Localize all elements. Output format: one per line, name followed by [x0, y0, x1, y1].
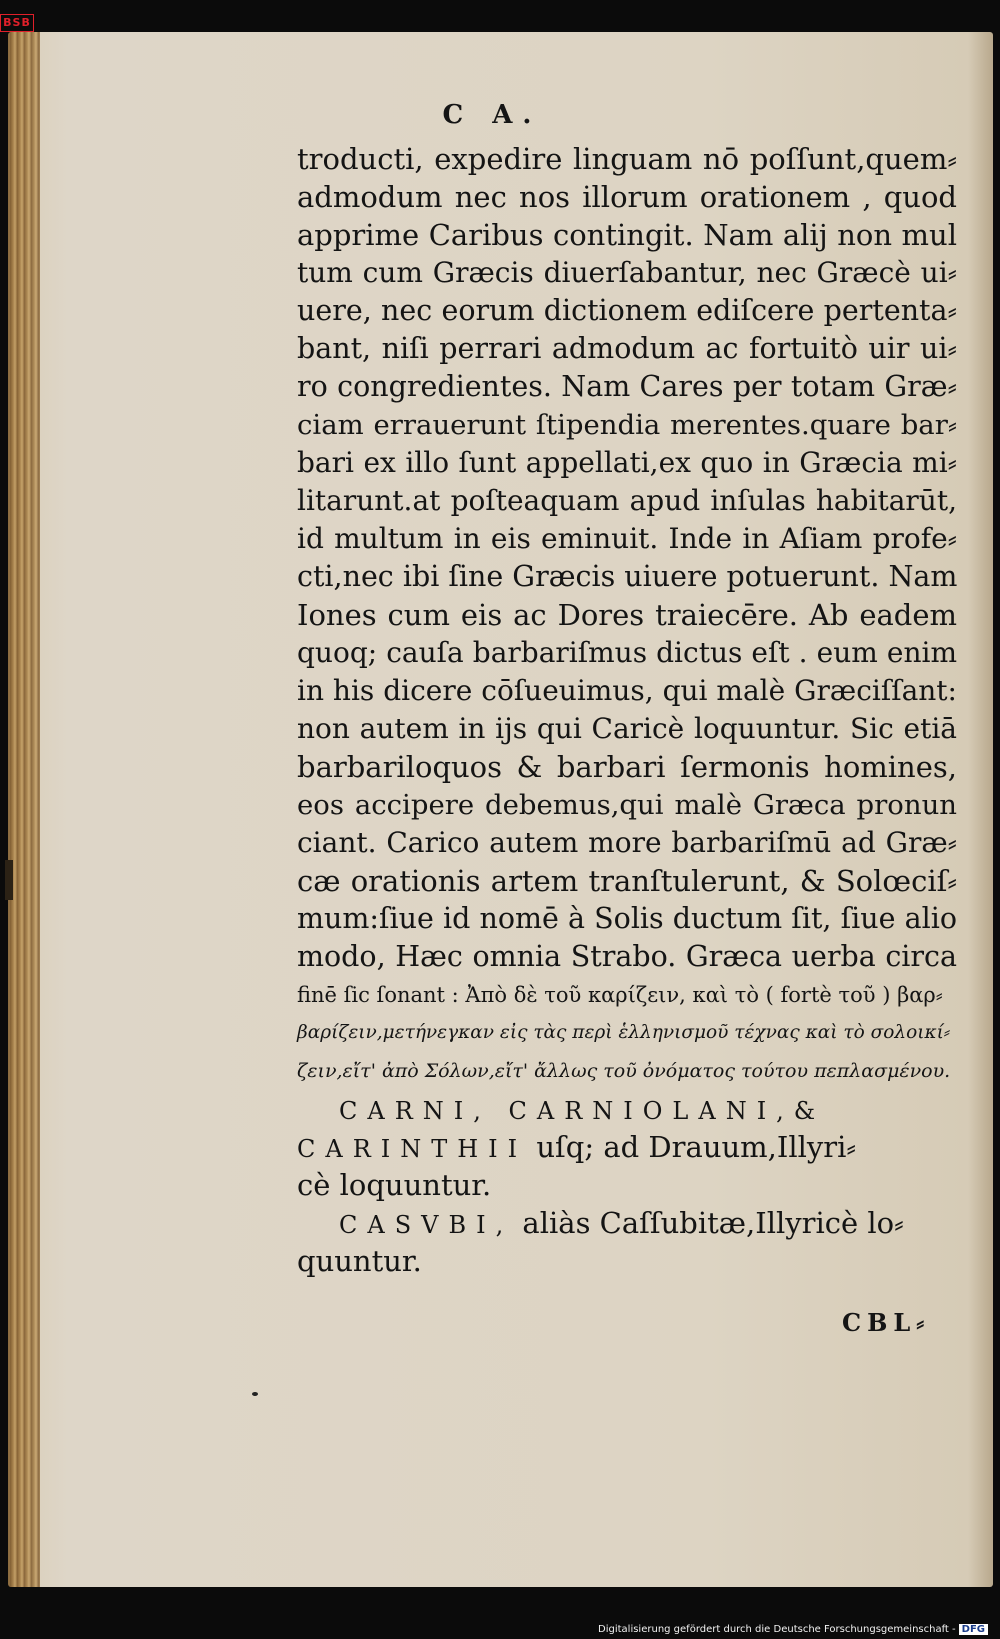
body-text — [297, 140, 957, 1280]
running-head: C A. — [442, 100, 542, 130]
text-line: finē ſic ſonant : Ἀπὸ δὲ τοῦ καρίζειν, καὶ τὸ ( fortè τοῦ ) βαρ⸗ — [297, 983, 943, 1007]
entry-line — [297, 1204, 957, 1242]
text-line: mum:ſiue id nomē à Solis ductum ſit, ſiue alio — [297, 902, 957, 935]
text-line: bant, niſi perrari admodum ac fortuitò uir ui⸗ — [297, 332, 957, 365]
text-line: non autem in ijs qui Caricè loquuntur. Sic etiā — [297, 712, 957, 745]
entry-heading: CASVBI, — [339, 1211, 514, 1239]
text-line: in his dicere cōſueuimus, qui malè Græciſſant: — [297, 674, 957, 707]
entry-heading: CARNI, CARNIOLANI,& — [339, 1097, 826, 1125]
text-line: ciant. Carico autem more barbariſmū ad Græ⸗ — [297, 826, 957, 859]
text-line: litarunt.at poſteaquam apud inſulas habitarūt, — [297, 484, 957, 517]
entry-line — [297, 1090, 957, 1128]
greek-line: βαρίζειν,μετήνεγκαν εἰς τὰς περὶ ἑλληνισμοῦ τέχνας καὶ τὸ σολοικί⸗ — [297, 1022, 951, 1043]
text-line: eos accipere debemus,qui malè Græca pronun — [297, 789, 957, 821]
text-line: barbariloquos & barbari ſermonis homines, — [297, 750, 957, 784]
text-line: Iones cum eis ac Dores traiecēre. Ab eadem — [297, 598, 957, 632]
entry-text: cè loquuntur. — [297, 1168, 492, 1202]
entry-line — [297, 1128, 957, 1166]
text-line: id multum in eis eminuit. Inde in Aſiam profe⸗ — [297, 522, 957, 555]
text-line: tum cum Græcis diuerſabantur, nec Græcè ui⸗ — [297, 256, 957, 289]
dfg-logo: DFG — [959, 1624, 988, 1635]
entry-line — [297, 1242, 957, 1280]
catchword: CBL⸗ — [842, 1308, 931, 1337]
greek-line: ζειν,εἴτ' ἀπὸ Σόλων,εἴτ' ἄλλως τοῦ ὀνόματος τούτου πεπλασμένου. — [297, 1060, 951, 1082]
text-line: uere, nec eorum dictionem ediſcere pertenta⸗ — [297, 294, 957, 327]
text-line: troducti, expedire linguam nō poſſunt,quem⸗ — [297, 142, 957, 176]
library-logo: BSB — [0, 14, 34, 32]
footer-text: Digitalisierung gefördert durch die Deutsche Forschungsgemeinschaft - — [598, 1624, 956, 1635]
text-line: ciam errauerunt ſtipendia merentes.quare bar⸗ — [297, 409, 957, 441]
entry-line — [297, 1166, 957, 1204]
text-line: bari ex illo ſunt appellati,ex quo in Græcia mi⸗ — [297, 446, 957, 479]
text-line: quoq; cauſa barbariſmus dictus eſt . eum enim — [297, 636, 957, 669]
text-line: cti,nec ibi ſine Græcis uiuere potuerunt. Nam — [297, 560, 958, 593]
entry-heading: CARINTHII — [297, 1135, 528, 1163]
text-line: modo, Hæc omnia Strabo. Græca uerba circa — [297, 940, 957, 973]
entry-text: uſq; ad Drauum,Illyri⸗ — [527, 1130, 857, 1164]
footer-credit — [598, 1624, 988, 1635]
entry-text: quuntur. — [297, 1244, 422, 1278]
text-line: cæ orationis artem tranſtulerunt, & Solœciſ⸗ — [297, 864, 957, 898]
text-line: admodum nec nos illorum orationem , quod — [297, 180, 957, 214]
ink-spot — [252, 1392, 258, 1396]
page-binding-edge — [10, 32, 40, 1587]
text-line: apprime Caribus contingit. Nam alij non mul — [297, 218, 957, 252]
entry-text: aliàs Caſſubitæ,Illyricè lo⸗ — [513, 1206, 904, 1240]
fore-edge-mark — [5, 860, 13, 900]
text-line: ro congredientes. Nam Cares per totam Græ⸗ — [297, 370, 957, 403]
